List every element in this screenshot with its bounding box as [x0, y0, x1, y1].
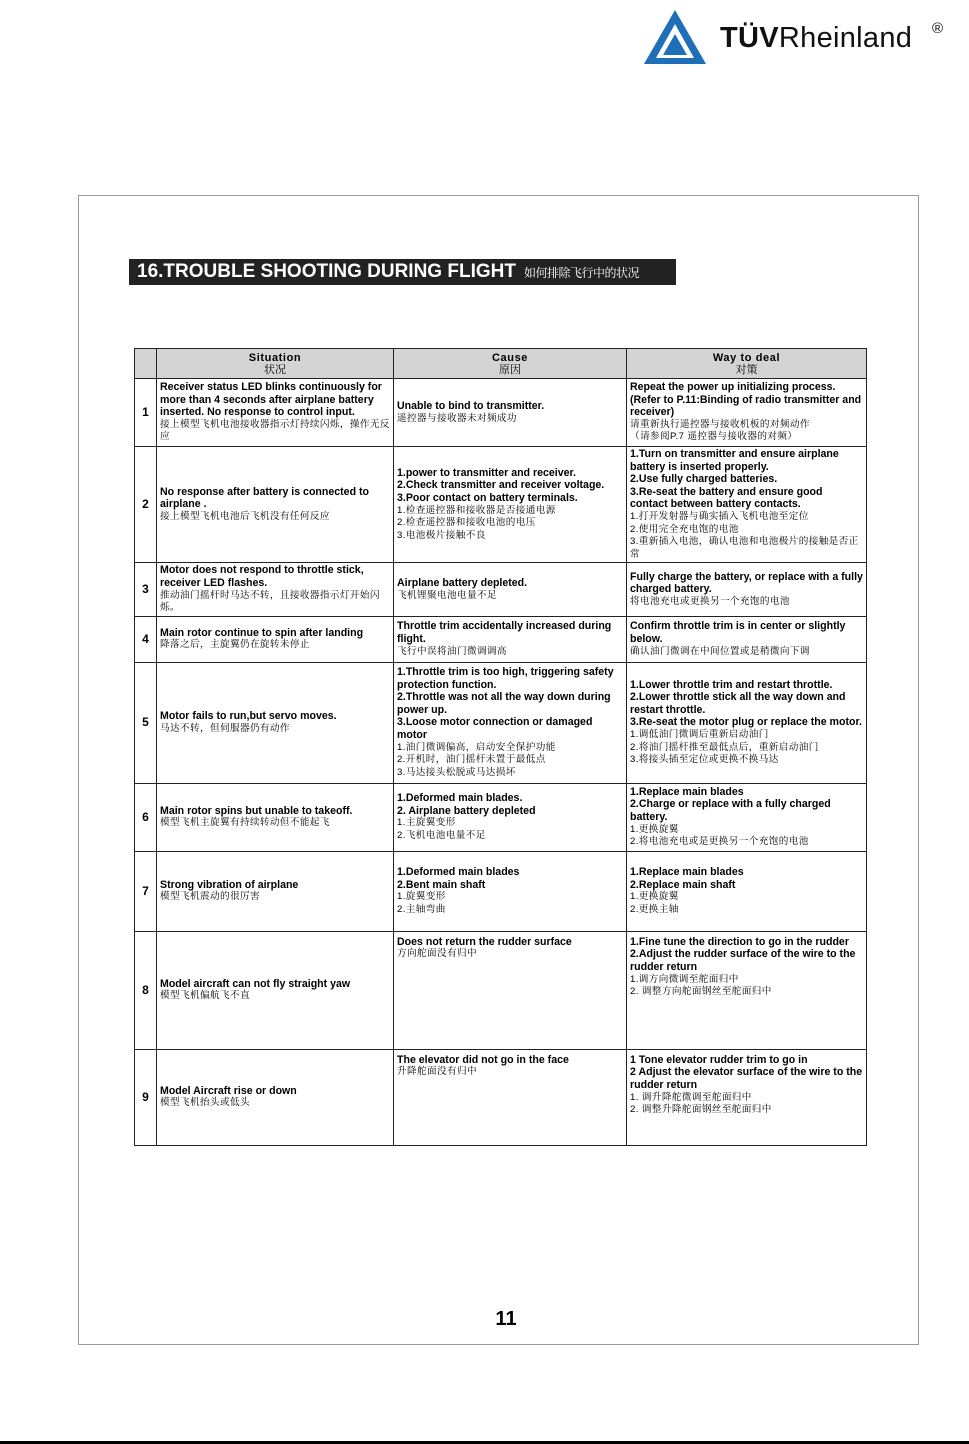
deal-line: 2. 调整方向舵面钢丝至舵面归中 [630, 986, 772, 998]
situation-zh: 推动油门摇杆时马达不转，且接收器指示灯开始闪烁。 [160, 589, 380, 614]
cause-line: 1.Deformed main blades. [397, 792, 523, 805]
cause-line: 升降舵面没有归中 [397, 1066, 477, 1078]
header-way-to-deal: Way to deal 对策 [627, 349, 867, 379]
deal-line: 1.Replace main blades [630, 785, 744, 798]
deal-line: （请参阅P.7 遥控器与接收器的对频） [630, 431, 798, 443]
way-to-deal-cell [627, 662, 867, 783]
deal-line: 1.更换旋翼 [630, 891, 679, 903]
deal-line: 2.Adjust the rudder surface of the wire to the rudder return [630, 948, 856, 973]
row-number: 1 [135, 379, 157, 447]
row-number: 4 [135, 616, 157, 662]
cause-line: 飞行中误将油门微调调高 [397, 645, 507, 657]
deal-line: 3.重新插入电池，确认电池和电池极片的接触是否正常 [630, 536, 859, 560]
situation-zh: 降落之后，主旋翼仍在旋转未停止 [160, 639, 310, 651]
deal-line: 确认油门微调在中间位置或是稍微向下调 [630, 645, 810, 657]
situation-cell [157, 783, 394, 851]
situation-en: Main rotor spins but unable to takeoff. [160, 804, 353, 817]
deal-line: (Refer to P.11:Binding of radio transmitter and receiver) [630, 393, 862, 419]
table-row [135, 662, 867, 783]
cause-cell [394, 447, 627, 563]
row-number: 6 [135, 783, 157, 851]
cause-line: 遥控器与接收器未对频成功 [397, 412, 517, 424]
situation-cell [157, 1049, 394, 1145]
deal-line: 2.Replace main shaft [630, 878, 736, 891]
troubleshooting-table [134, 348, 867, 1146]
table-row [135, 931, 867, 1049]
deal-line: 1.打开发射器与确实插入飞机电池至定位 [630, 510, 809, 522]
deal-line: 请重新执行遥控器与接收机板的对频动作 [630, 418, 810, 430]
situation-en: Receiver status LED blinks continuously for more than 4 seconds after airplane battery inserted. No response to control input. [160, 381, 382, 419]
cause-line: 飞机锂聚电池电量不足 [397, 589, 497, 601]
situation-cell [157, 931, 394, 1049]
cause-line: 2.主轴弯曲 [397, 903, 446, 915]
situation-zh: 接上模型飞机电池后飞机没有任何反应 [160, 510, 330, 522]
cause-line: 1.旋翼变形 [397, 891, 446, 903]
cause-cell [394, 616, 627, 662]
header-cause: Cause 原因 [394, 349, 627, 379]
cause-line: 2.开机时，油门摇杆未置于最低点 [397, 754, 546, 766]
table-header-row [135, 349, 867, 379]
cause-line: 3.Poor contact on battery terminals. [397, 492, 578, 505]
way-to-deal-cell [627, 563, 867, 616]
section-title-zh: 如何排除飞行中的状况 [523, 266, 639, 280]
deal-line: 2.将电池充电或是更换另一个充饱的电池 [630, 836, 809, 848]
deal-line: 1.Replace main blades [630, 866, 744, 879]
section-title: 16.TROUBLE SHOOTING DURING FLIGHT 如何排除飞行中的状况 [129, 259, 676, 285]
deal-line: 1. 调升降舵微调至舵面归中 [630, 1091, 752, 1103]
situation-en: Strong vibration of airplane [160, 878, 299, 891]
cause-cell [394, 783, 627, 851]
cause-cell [394, 1049, 627, 1145]
deal-line: 1.Fine tune the direction to go in the rudder [630, 935, 849, 948]
cause-line: The elevator did not go in the face [397, 1053, 569, 1066]
cause-cell [394, 379, 627, 447]
deal-line: 1.Lower throttle trim and restart throttle. [630, 678, 833, 691]
deal-line: Repeat the power up initializing process. [630, 381, 836, 394]
way-to-deal-cell [627, 931, 867, 1049]
deal-line: 将电池充电或更换另一个充饱的电池 [630, 595, 790, 607]
situation-en: Model aircraft can not fly straight yaw [160, 977, 351, 990]
deal-line: 2.使用完全充电饱的电池 [630, 523, 739, 535]
deal-line: 2.Use fully charged batteries. [630, 473, 778, 486]
situation-zh: 模型飞机抬头或低头 [160, 1097, 250, 1109]
situation-cell [157, 662, 394, 783]
situation-en: No response after battery is connected to airplane . [160, 485, 369, 511]
cause-line: 方向舵面没有归中 [397, 948, 477, 960]
situation-zh: 接上模型飞机电池接收器指示灯持续闪烁，操作无反应 [160, 418, 390, 443]
table-row [135, 783, 867, 851]
situation-cell [157, 379, 394, 447]
situation-en: Motor fails to run,but servo moves. [160, 710, 337, 723]
situation-zh: 模型飞机偏航飞不直 [160, 990, 250, 1002]
cause-line: 2.Check transmitter and receiver voltage. [397, 479, 605, 492]
cause-cell [394, 931, 627, 1049]
header-situation: Situation 状况 [157, 349, 394, 379]
cause-line: 1.Deformed main blades [397, 866, 520, 879]
cause-line: Airplane battery depleted. [397, 576, 528, 589]
way-to-deal-cell [627, 447, 867, 563]
cause-line: 2.Throttle was not all the way down during power up. [397, 691, 611, 716]
page-number: 11 [495, 1308, 517, 1330]
table-row [135, 447, 867, 563]
deal-line: 1.Turn on transmitter and ensure airplane battery is inserted properly. [630, 448, 839, 473]
table-row [135, 851, 867, 931]
cause-cell [394, 563, 627, 616]
cause-cell [394, 662, 627, 783]
situation-zh: 模型飞机震动的很厉害 [160, 891, 260, 903]
cause-line: 2. Airplane battery depleted [397, 804, 536, 817]
deal-line: 2.将油门摇杆推至最低点后，重新启动油门 [630, 741, 819, 753]
deal-line: Fully charge the battery, or replace with a fully charged battery. [630, 570, 863, 596]
situation-en: Main rotor continue to spin after landing [160, 626, 364, 639]
deal-line: Confirm throttle trim is in center or slightly below. [630, 620, 846, 645]
deal-line: 1.更换旋翼 [630, 823, 679, 835]
situation-cell [157, 851, 394, 931]
deal-line: 2.Lower throttle stick all the way down and restart throttle. [630, 691, 846, 716]
table-row [135, 616, 867, 662]
deal-line: 2.更换主轴 [630, 903, 679, 915]
registered-mark: ® [932, 20, 944, 37]
cause-line: 1.power to transmitter and receiver. [397, 466, 576, 479]
tuv-rheinland-logo [642, 8, 952, 68]
cause-line: Throttle trim accidentally increased during flight. [397, 620, 612, 645]
cause-cell [394, 851, 627, 931]
situation-cell [157, 563, 394, 616]
row-number: 5 [135, 662, 157, 783]
deal-line: 1.调低油门微调后重新启动油门 [630, 729, 769, 741]
deal-line: 3.将接头插至定位或更换不换马达 [630, 754, 779, 766]
deal-line: 2. 调整升降舵面钢丝至舵面归中 [630, 1104, 772, 1116]
row-number: 3 [135, 563, 157, 616]
deal-line: 1.调方向微调至舵面归中 [630, 973, 739, 985]
row-number: 7 [135, 851, 157, 931]
table-row [135, 1049, 867, 1145]
table-row [135, 563, 867, 616]
cause-line: 3.马达接头松脱或马达损坏 [397, 766, 516, 778]
deal-line: 2 Adjust the elevator surface of the wire to the rudder return [630, 1066, 863, 1091]
deal-line: 2.Charge or replace with a fully charged battery. [630, 798, 831, 823]
row-number: 9 [135, 1049, 157, 1145]
cause-line: 1.主旋翼变形 [397, 817, 456, 829]
logo-brand-text: TÜVRheinland [720, 22, 913, 54]
situation-cell [157, 616, 394, 662]
tuv-triangle-icon [642, 8, 708, 66]
situation-en: Model Aircraft rise or down [160, 1084, 297, 1097]
cause-line: 2.飞机电池电量不足 [397, 829, 486, 841]
cause-line: 3.电池极片接触不良 [397, 529, 486, 541]
way-to-deal-cell [627, 616, 867, 662]
cause-line: 2.Bent main shaft [397, 878, 486, 891]
cause-line: 1.油门微调偏高，启动安全保护功能 [397, 741, 556, 753]
header-number [135, 349, 157, 379]
cause-line: Does not return the rudder surface [397, 935, 572, 948]
cause-line: 3.Loose motor connection or damaged motor [397, 716, 593, 742]
cause-line: 1.检查遥控器和接收器是否接通电源 [397, 504, 556, 516]
way-to-deal-cell [627, 1049, 867, 1145]
table-row [135, 379, 867, 447]
row-number: 2 [135, 447, 157, 563]
cause-line: 2.检查遥控器和接收电池的电压 [397, 517, 536, 529]
way-to-deal-cell [627, 379, 867, 447]
situation-en: Motor does not respond to throttle stick, receiver LED flashes. [160, 564, 364, 589]
situation-zh: 模型飞机主旋翼有持续转动但不能起飞 [160, 817, 330, 829]
cause-line: Unable to bind to transmitter. [397, 399, 545, 412]
situation-zh: 马达不转，但伺服器仍有动作 [160, 722, 290, 734]
situation-cell [157, 447, 394, 563]
row-number: 8 [135, 931, 157, 1049]
deal-line: 3.Re-seat the battery and ensure good contact between battery contacts. [630, 485, 823, 511]
deal-line: 3.Re-seat the motor plug or replace the motor. [630, 716, 862, 729]
deal-line: 1 Tone elevator rudder trim to go in [630, 1053, 808, 1066]
way-to-deal-cell [627, 851, 867, 931]
way-to-deal-cell [627, 783, 867, 851]
cause-line: 1.Throttle trim is too high, triggering safety protection function. [397, 666, 614, 691]
